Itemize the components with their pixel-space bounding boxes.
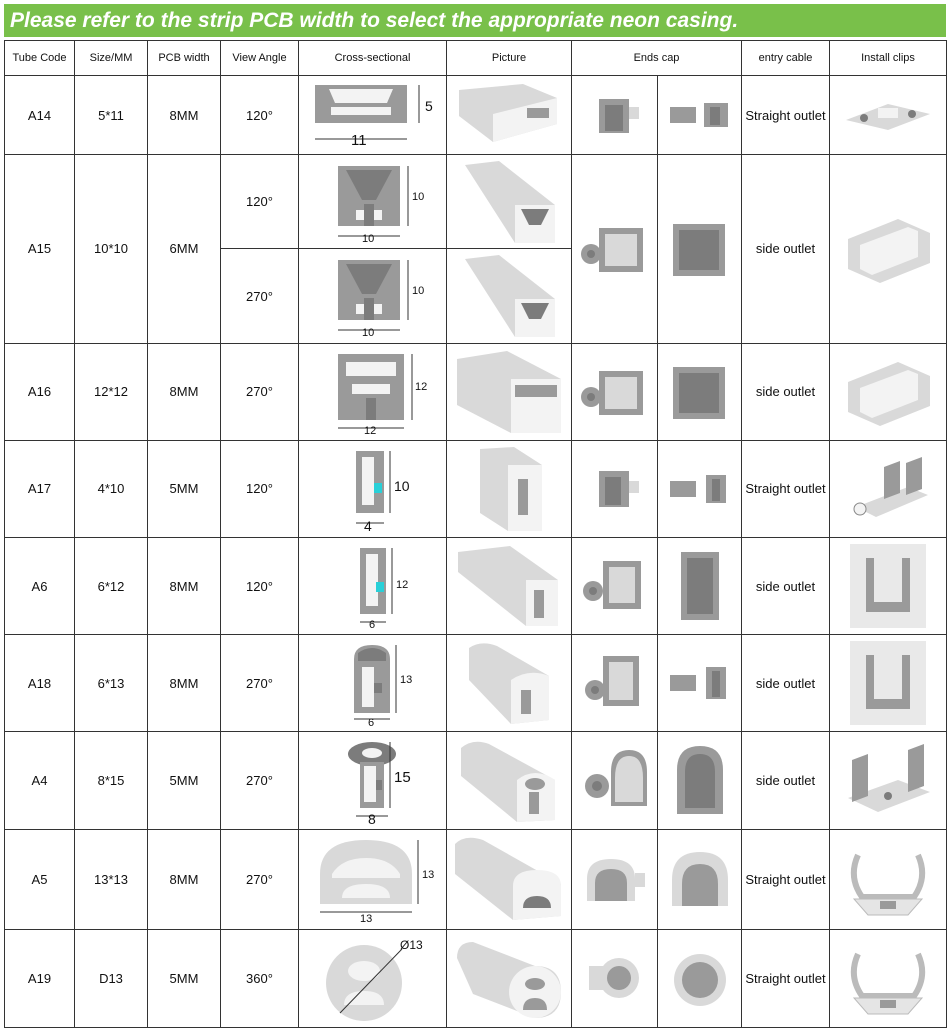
tube-code: A4 xyxy=(5,732,75,829)
entry-cable: Straight outlet xyxy=(742,440,830,537)
pcb-width: 6MM xyxy=(148,155,221,343)
u-clip-icon xyxy=(830,635,947,732)
rect-profile-icon xyxy=(299,76,447,155)
u-channel-clip-icon xyxy=(830,343,947,440)
end-cap-front-icon xyxy=(658,635,742,732)
pcb-width: 8MM xyxy=(148,76,221,155)
dim-height: 12 xyxy=(395,579,408,592)
table-row xyxy=(5,440,947,537)
dim-width: 12 xyxy=(363,424,376,436)
arch-tube-icon xyxy=(447,829,572,929)
dim-width: 13 xyxy=(359,913,372,925)
table-row xyxy=(5,732,947,829)
col-tube-code: Tube Code xyxy=(5,41,75,76)
flat-clip-icon xyxy=(830,76,947,155)
table-row xyxy=(5,929,947,1027)
dim-width: 8 xyxy=(367,811,376,825)
size: 6*12 xyxy=(75,537,148,634)
dim-width: 6 xyxy=(367,717,374,728)
dim-height: 15 xyxy=(393,769,411,787)
dim-height: 12 xyxy=(414,380,427,393)
dim-diameter: Ø13 xyxy=(399,938,423,953)
table-row xyxy=(5,537,947,634)
pcb-width: 5MM xyxy=(148,929,221,1027)
entry-cable: side outlet xyxy=(742,537,830,634)
table-row xyxy=(5,343,947,440)
bracket-clip-icon xyxy=(830,440,947,537)
end-cap-side-icon xyxy=(572,155,658,343)
col-cross-sectional: Cross-sectional xyxy=(299,41,447,76)
dim-height: 10 xyxy=(411,190,424,203)
view-angle: 270° xyxy=(221,829,299,929)
view-angle: 120° xyxy=(221,537,299,634)
dim-width: 11 xyxy=(350,132,367,150)
round-end-cap-front-icon xyxy=(658,929,742,1027)
square-profile-icon xyxy=(299,155,447,249)
round-top-tube-icon xyxy=(447,732,572,829)
round-end-cap-icon xyxy=(572,732,658,829)
pcb-width: 8MM xyxy=(148,343,221,440)
clear-clip-icon xyxy=(830,929,947,1027)
view-angle: 270° xyxy=(221,635,299,732)
end-cap-front-icon xyxy=(658,537,742,634)
tube-code: A15 xyxy=(5,155,75,343)
entry-cable: Straight outlet xyxy=(742,76,830,155)
size: D13 xyxy=(75,929,148,1027)
tube-code: A14 xyxy=(5,76,75,155)
col-size: Size/MM xyxy=(75,41,148,76)
dim-height: 5 xyxy=(424,98,433,115)
table-row xyxy=(5,635,947,732)
banner-title: Please refer to the strip PCB width to select the appropriate neon casing. xyxy=(4,4,946,37)
size: 10*10 xyxy=(75,155,148,343)
size: 4*10 xyxy=(75,440,148,537)
u-clip-icon xyxy=(830,537,947,634)
arch-end-cap-icon xyxy=(572,829,658,929)
end-cap-side-icon xyxy=(572,635,658,732)
view-angle: 120° xyxy=(221,76,299,155)
header-row xyxy=(5,41,947,76)
tube-code: A6 xyxy=(5,537,75,634)
round-end-cap-icon xyxy=(572,929,658,1027)
round-top-profile-icon xyxy=(299,732,447,829)
table-row xyxy=(5,76,947,155)
pcb-width: 5MM xyxy=(148,440,221,537)
pcb-width: 8MM xyxy=(148,829,221,929)
dim-width: 10 xyxy=(361,232,374,244)
table-row xyxy=(5,829,947,929)
end-cap-side-icon xyxy=(572,343,658,440)
entry-cable: side outlet xyxy=(742,155,830,343)
col-entry-cable: entry cable xyxy=(742,41,830,76)
casing-table xyxy=(4,40,947,1028)
end-cap-front-icon xyxy=(658,343,742,440)
square-profile-icon xyxy=(299,343,447,440)
col-pcb-width: PCB width xyxy=(148,41,221,76)
view-angle: 120° xyxy=(221,155,299,249)
end-cap-side-icon xyxy=(572,440,658,537)
narrow-tube-icon xyxy=(447,440,572,537)
square-profile-icon xyxy=(299,249,447,343)
view-angle: 120° xyxy=(221,440,299,537)
size: 5*11 xyxy=(75,76,148,155)
size: 12*12 xyxy=(75,343,148,440)
end-cap-side-icon xyxy=(572,537,658,634)
col-view-angle: View Angle xyxy=(221,41,299,76)
dim-height: 10 xyxy=(393,477,410,494)
square-tube-icon xyxy=(447,155,572,249)
size: 6*13 xyxy=(75,635,148,732)
end-cap-front-icon xyxy=(658,76,742,155)
col-install-clips: Install clips xyxy=(830,41,947,76)
circle-profile-icon xyxy=(299,929,447,1027)
dim-width: 6 xyxy=(368,619,375,631)
flat-tube-icon xyxy=(447,76,572,155)
square-tube-icon xyxy=(447,249,572,343)
view-angle: 270° xyxy=(221,249,299,343)
end-cap-side-icon xyxy=(572,76,658,155)
narrow-tube-icon xyxy=(447,537,572,634)
entry-cable: side outlet xyxy=(742,635,830,732)
u-channel-clip-icon xyxy=(830,155,947,343)
narrow-profile-icon xyxy=(299,537,447,634)
table-row xyxy=(5,155,947,249)
size: 8*15 xyxy=(75,732,148,829)
narrow-profile-icon xyxy=(299,440,447,537)
dim-height: 13 xyxy=(399,674,412,687)
col-ends-cap: Ends cap xyxy=(572,41,742,76)
bracket-clip-icon xyxy=(830,732,947,829)
pcb-width: 8MM xyxy=(148,537,221,634)
tube-code: A17 xyxy=(5,440,75,537)
end-cap-front-icon xyxy=(658,155,742,343)
clear-clip-icon xyxy=(830,829,947,929)
round-tube-icon xyxy=(447,929,572,1027)
entry-cable: Straight outlet xyxy=(742,929,830,1027)
dim-height: 13 xyxy=(421,869,434,882)
view-angle: 270° xyxy=(221,343,299,440)
tube-code: A16 xyxy=(5,343,75,440)
entry-cable: side outlet xyxy=(742,343,830,440)
col-picture: Picture xyxy=(447,41,572,76)
square-tube-icon xyxy=(447,343,572,440)
view-angle: 360° xyxy=(221,929,299,1027)
round-end-cap-front-icon xyxy=(658,732,742,829)
entry-cable: side outlet xyxy=(742,732,830,829)
dim-width: 10 xyxy=(361,327,374,338)
dim-width: 4 xyxy=(363,517,372,533)
tube-code: A18 xyxy=(5,635,75,732)
entry-cable: Straight outlet xyxy=(742,829,830,929)
arch-end-cap-front-icon xyxy=(658,829,742,929)
end-cap-front-icon xyxy=(658,440,742,537)
pcb-width: 5MM xyxy=(148,732,221,829)
dome-tube-icon xyxy=(447,635,572,732)
tube-code: A5 xyxy=(5,829,75,929)
size: 13*13 xyxy=(75,829,148,929)
pcb-width: 8MM xyxy=(148,635,221,732)
dim-height: 10 xyxy=(411,285,424,297)
dome-profile-icon xyxy=(299,635,447,732)
view-angle: 270° xyxy=(221,732,299,829)
arch-profile-icon xyxy=(299,829,447,929)
tube-code: A19 xyxy=(5,929,75,1027)
